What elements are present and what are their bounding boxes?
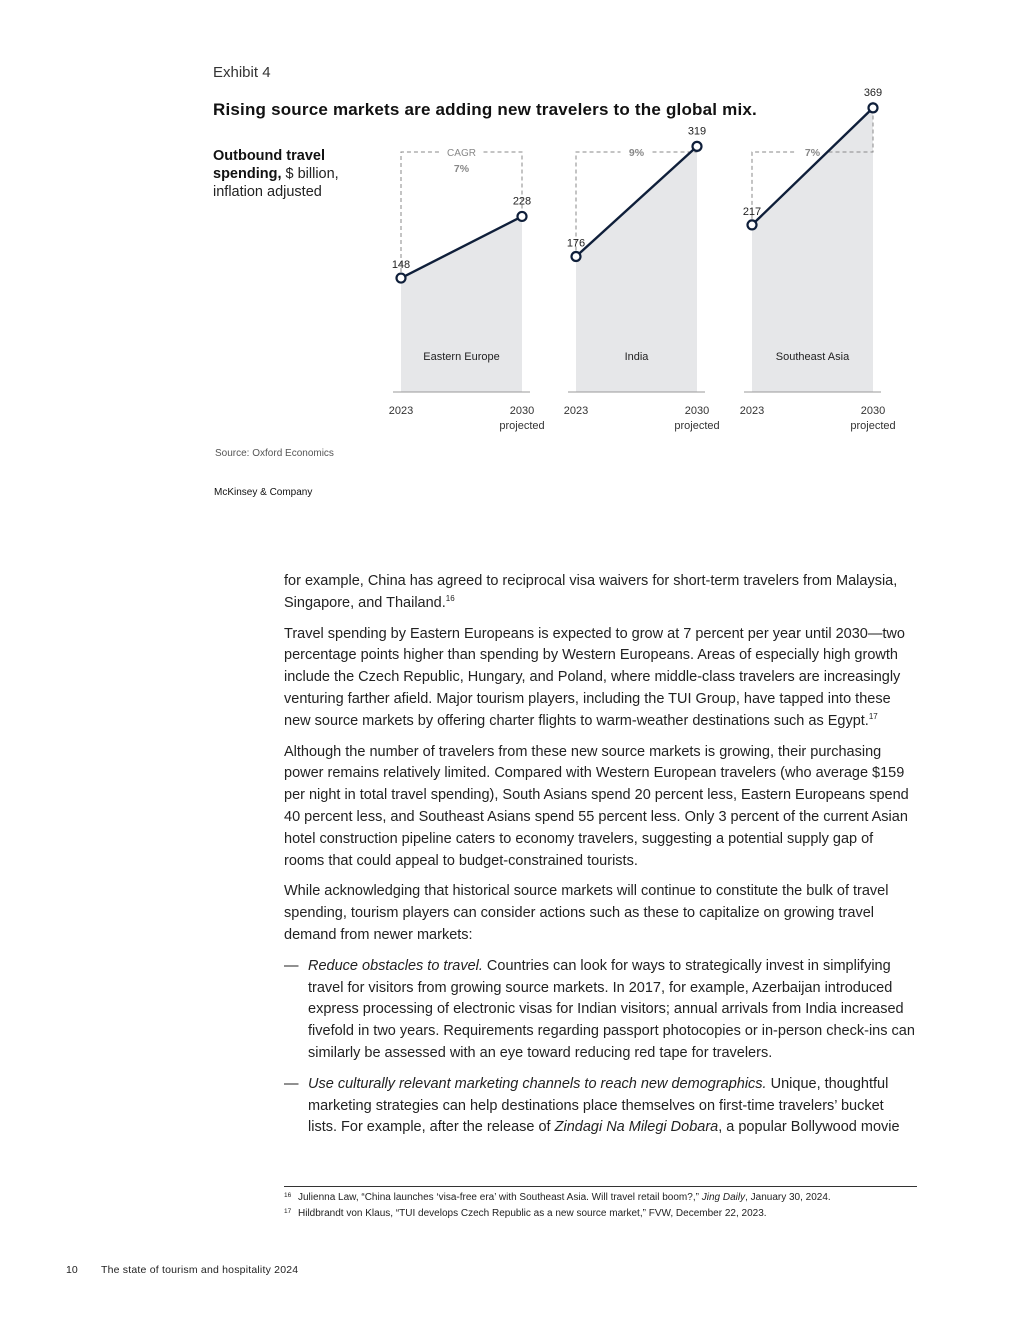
- region-label-eastern-europe: Eastern Europe: [423, 351, 500, 363]
- chart-caption-bold: Outbound travel spending,: [213, 148, 325, 182]
- cagr-bracket-right-india: [653, 140, 698, 152]
- cagr-value-eastern-europe: 7%: [453, 163, 470, 175]
- value-label-start-southeast-asia: 217: [742, 205, 762, 218]
- bullet-2-lead: Use culturally relevant marketing channels to reach new demographics.: [308, 1075, 767, 1092]
- x-label-start-india: 2023: [563, 405, 589, 417]
- x-label-start-eastern-europe: 2023: [388, 405, 414, 417]
- bullet-reduce-obstacles: [284, 956, 916, 1065]
- bullet-1-lead: Reduce obstacles to travel.: [308, 957, 483, 974]
- value-label-start-eastern-europe: 148: [391, 259, 411, 272]
- paragraph-2: [284, 624, 916, 733]
- footnote-number: 17: [284, 1207, 292, 1215]
- cagr-label: CAGR: [447, 148, 476, 159]
- point-start-southeast-asia: [748, 220, 757, 229]
- page-number: 10: [66, 1264, 78, 1276]
- cagr-value-southeast-asia: 7%: [804, 147, 821, 159]
- x-label-end-southeast-asia: 2030: [860, 405, 886, 417]
- footnotes: [284, 1190, 917, 1221]
- footnote-16-date: , January 30, 2024.: [745, 1192, 831, 1203]
- chart-caption: [213, 147, 363, 201]
- value-label-end-eastern-europe: 228: [512, 195, 532, 208]
- point-end-india: [693, 142, 702, 151]
- bullet-1-text: Countries can look for ways to strategically invest in simplifying travel for visitors from growing source markets. In 2017, for example, Azerbaijan introduced express processing of electronic visas for Indian visitors; annual arrivals from India increased fivefold in two years. Requirements regarding passport photocopies or in-person check-ins can similarly be assessed with an eye toward reducing red tape for travelers.: [308, 957, 915, 1061]
- footnote-ref-17[interactable]: 17: [868, 711, 878, 721]
- publication-title: The state of tourism and hospitality 2024: [101, 1264, 299, 1276]
- bullet-2-text-2: , a popular Bollywood movie: [718, 1119, 900, 1136]
- brand-credit: McKinsey & Company: [214, 487, 313, 498]
- x-label-end-eastern-europe: 2030: [509, 405, 535, 417]
- footnote-number: 16: [284, 1192, 292, 1199]
- bullet-dash: —: [284, 1075, 299, 1092]
- x-label-end-india: 2030: [684, 405, 710, 417]
- footnote-17-text: Hildbrandt von Klaus, “TUI develops Czech Republic as a new source market,” FVW, December 22, 2023.: [298, 1207, 767, 1219]
- exhibit-title: Rising source markets are adding new travelers to the global mix.: [213, 100, 757, 119]
- x-label-note-eastern-europe: projected: [499, 420, 545, 432]
- body-text: [284, 571, 916, 1148]
- bullet-marketing-channels: [284, 1074, 916, 1139]
- paragraph-1-text: for example, China has agreed to reciprocal visa waivers for short-term travelers from Malaysia, Singapore, and Thailand.: [284, 573, 898, 611]
- value-label-end-southeast-asia: 369: [863, 86, 883, 99]
- exhibit-label: Exhibit 4: [213, 64, 271, 81]
- footnote-16: [284, 1190, 917, 1206]
- chart-caption-rest: $ billion, inflation adjusted: [213, 166, 339, 200]
- point-end-southeast-asia: [869, 103, 878, 112]
- footnote-16-text: Julienna Law, “China launches ‘visa-free era’ with Southeast Asia. Will travel retail boom?,”: [298, 1192, 702, 1203]
- region-label-india: India: [624, 351, 649, 363]
- paragraph-2-text: Travel spending by Eastern Europeans is expected to grow at 7 percent per year until 2030—two percentage points higher than spending by Western Europeans. Areas of especially high growth include the Czech Republic, Hungary, and Poland, where middle-class travelers are increasingly venturing farther afield. Major tourism players, including the TUI Group, have tapped into these new source markets by offering charter flights to warm-weather destinations such as Egypt.: [284, 625, 905, 729]
- footnote-rule: [284, 1186, 917, 1187]
- paragraph-3: Although the number of travelers from these new source markets is growing, their purchasing power remains relatively limited. Compared with Western European travelers (who average $159 per night in total travel spending), South Asians spend 20 percent less, Eastern Europeans spend 40 percent less, and Southeast Asians spend 55 percent less. Only 3 percent of the current Asian hotel construction pipeline caters to economy travelers, suggesting a potential supply gap of rooms that could appeal to budget-constrained tourists.: [284, 743, 909, 869]
- x-label-note-southeast-asia: projected: [850, 420, 896, 432]
- footnote-17: [284, 1206, 917, 1222]
- paragraph-4: While acknowledging that historical source markets will continue to constitute the bulk of travel spending, tourism players can consider actions such as these to capitalize on growing travel demand from newer markets:: [284, 883, 889, 943]
- point-start-eastern-europe: [397, 274, 406, 283]
- area-eastern-europe: [401, 216, 522, 392]
- bullet-dash: —: [284, 957, 299, 974]
- point-start-india: [572, 252, 581, 261]
- x-label-note-india: projected: [674, 420, 720, 432]
- cagr-value-india: 9%: [628, 147, 645, 159]
- value-label-start-india: 176: [566, 237, 586, 250]
- bullet-2-text-1: Unique, thoughtful marketing strategies can help destinations place themselves on first-time travelers’ bucket lists. For example, after the release of: [308, 1075, 889, 1136]
- x-label-start-southeast-asia: 2023: [739, 405, 765, 417]
- point-end-eastern-europe: [518, 212, 527, 221]
- paragraph-1: [284, 571, 916, 615]
- source-note: Source: Oxford Economics: [215, 448, 334, 459]
- region-label-southeast-asia: Southeast Asia: [775, 351, 850, 363]
- cagr-bracket-left-eastern-europe: [401, 152, 440, 272]
- footnote-ref-16[interactable]: 16: [445, 593, 455, 603]
- movie-title: Zindagi Na Milegi Dobara: [554, 1119, 719, 1136]
- footnote-16-publication: Jing Daily: [701, 1192, 746, 1203]
- value-label-end-india: 319: [687, 125, 707, 138]
